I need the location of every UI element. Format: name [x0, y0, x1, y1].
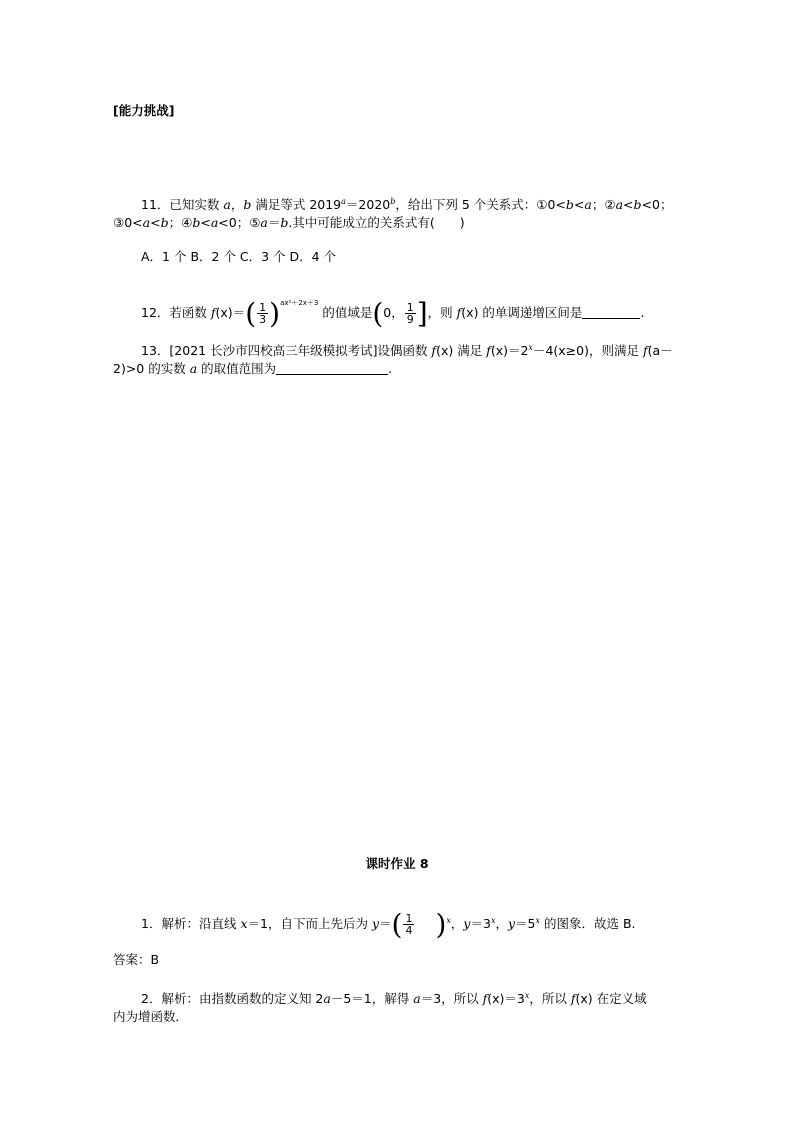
right-bracket-icon: ]	[416, 297, 428, 330]
right-paren-icon: )	[269, 297, 281, 330]
section-heading: [能力挑战]	[113, 103, 175, 118]
q11-options: A．1 个 B．2 个 C．3 个 D．4 个	[141, 249, 337, 264]
answer-2-line1: 2．解析：由指数函数的定义知 2a－5＝1，解得 a＝3，所以 $f(x)=3^x$，所以 f(x) 在定义域	[141, 991, 647, 1006]
left-bracket-icon: (	[372, 297, 384, 330]
q11-line1: 11．已知实数 a，b 满足等式 $2019^a=2020^b$，给出下列 5 个关系式：①0<b<a；②a<b<0；	[141, 197, 673, 212]
answer-1-result: 答案：B	[113, 952, 160, 967]
answer-1-line: 1．解析：沿直线 x＝1，自下而上先后为 y＝( $\frac{1}{4}$ )$^x$，$y=3^x$，$y=5^x$ 的图象．故选 B.	[141, 908, 636, 941]
answer-2-line2: 内为增函数．	[113, 1009, 189, 1024]
answer-blank[interactable]	[276, 362, 388, 375]
left-paren-icon: (	[245, 297, 257, 330]
answer-blank[interactable]	[582, 306, 640, 319]
fraction-one-fourth: $\frac{1}{4}$	[405, 912, 413, 937]
homework-title: 课时作业 8	[365, 856, 429, 871]
q12-line: 12．若函数 f(x)＝( $\frac{1}{3}$ )$^{ax^2+2x+3}$ 的值域是(0， $\frac{1}{9}$ ]，则 f(x) 的单调递增区间是 .	[141, 297, 645, 330]
q13-line2: 2)>0 的实数 a 的取值范围为 .	[113, 361, 393, 376]
q13-line1: 13．[2021 长沙市四校高三年级模拟考试]设偶函数 f(x) 满足 $f(x)=2^x-4(x\ge 0)$，则满足 f(a－	[141, 343, 673, 358]
q11-line2: ③0<a<b；④b<a<0；⑤a＝b.其中可能成立的关系式有( )	[113, 215, 465, 230]
fraction-one-ninth: $\frac{1}{9}$	[406, 301, 414, 326]
fraction-one-third: $\frac{1}{3}$	[259, 301, 267, 326]
left-paren-icon: (	[391, 908, 403, 941]
right-paren-icon: )	[435, 908, 447, 941]
